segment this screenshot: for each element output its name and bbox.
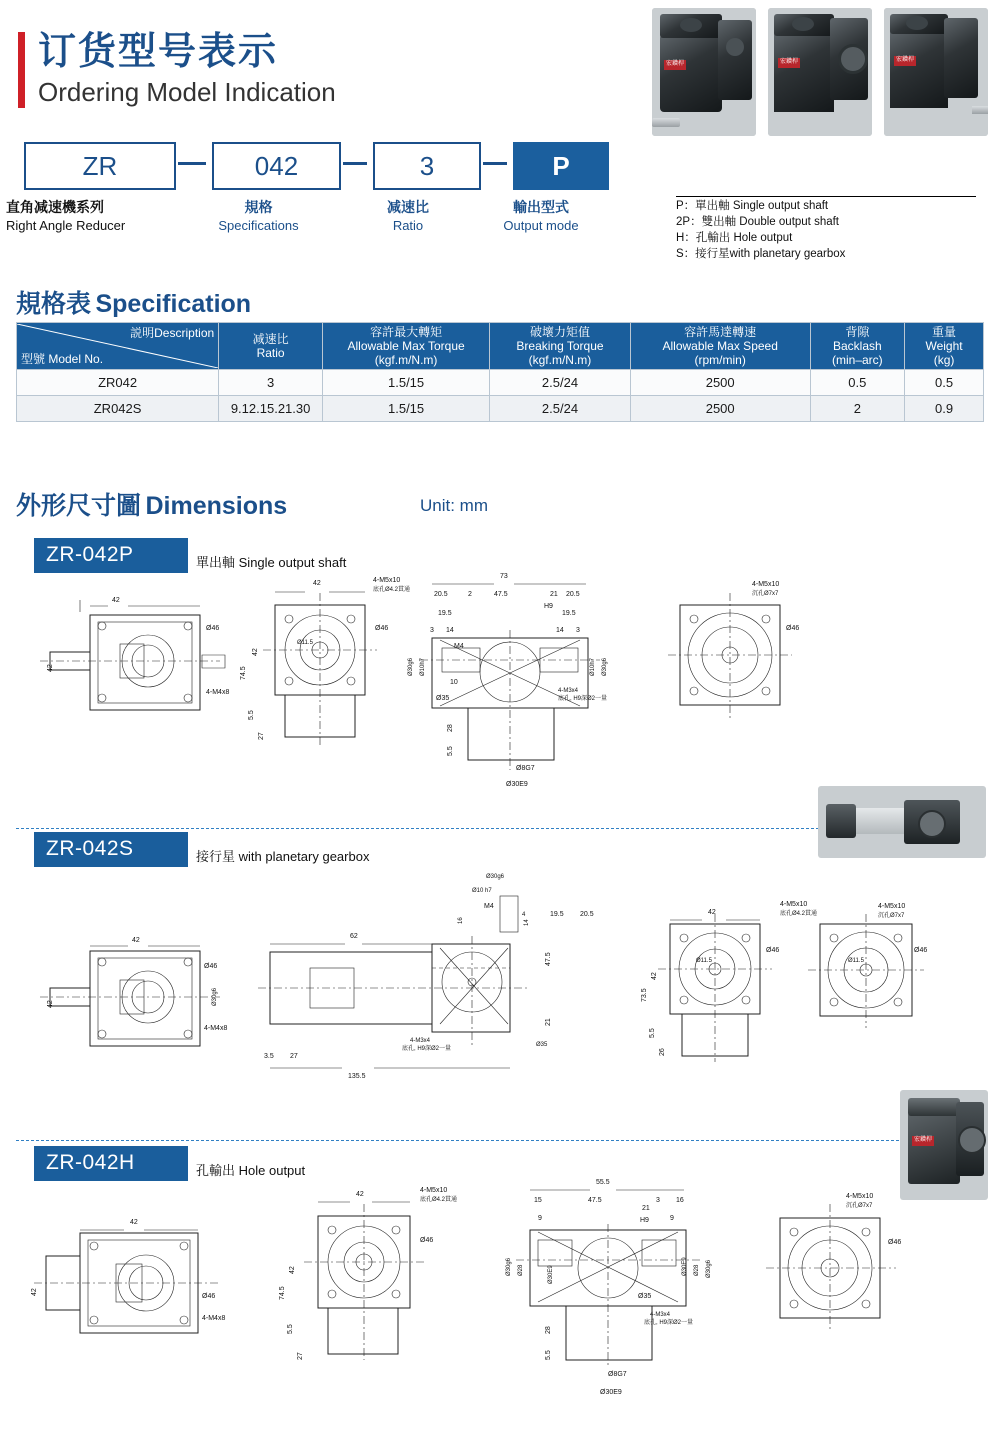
svg-text:Ø46: Ø46 (888, 1239, 902, 1246)
specification-heading-en: Specification (95, 290, 252, 318)
header-max-speed-unit: (rpm/min) (694, 353, 746, 367)
svg-text:21: 21 (545, 1018, 552, 1026)
cell-weight-zr042: 0.5 (905, 370, 984, 396)
svg-text:Ø46: Ø46 (206, 625, 220, 632)
svg-text:62: 62 (350, 933, 358, 940)
table-row (17, 396, 984, 422)
svg-text:Ø11.5: Ø11.5 (848, 958, 864, 964)
model-sub-zr042s-cn: 接行星 (196, 850, 236, 865)
svg-text:Ø46: Ø46 (202, 1293, 216, 1300)
svg-text:沉孔Ø7x7: 沉孔Ø7x7 (878, 913, 905, 919)
table-header-row (17, 323, 984, 370)
title-accent-bar (18, 32, 25, 108)
caption-spec-cn: 規格 (244, 200, 273, 216)
header-backlash-en: Backlash (832, 339, 882, 353)
svg-text:19.5: 19.5 (550, 911, 564, 918)
svg-text:15: 15 (534, 1197, 542, 1204)
svg-text:14: 14 (446, 627, 454, 634)
svg-text:135.5: 135.5 (348, 1073, 366, 1080)
svg-text:10: 10 (450, 679, 458, 686)
svg-text:4-M3x4: 4-M3x4 (410, 1038, 431, 1044)
dimensions-heading-en: Dimensions (145, 492, 288, 520)
svg-text:4-M5x10: 4-M5x10 (878, 903, 906, 910)
svg-text:Ø46: Ø46 (204, 963, 218, 970)
svg-text:Ø10h7: Ø10h7 (420, 657, 426, 676)
svg-text:19.5: 19.5 (438, 610, 452, 617)
svg-text:Ø11.5: Ø11.5 (297, 640, 313, 646)
model-sub-zr042h-en: Hole output (238, 1163, 306, 1178)
svg-text:73.5: 73.5 (641, 988, 648, 1002)
svg-text:5.5: 5.5 (649, 1028, 656, 1038)
table-row (17, 370, 984, 396)
svg-text:20.5: 20.5 (566, 591, 580, 598)
cell-torque-zr042: 1.5/15 (323, 370, 490, 396)
legend-item-p: P：單出軸 Single output shaft (676, 200, 829, 212)
svg-text:5.5: 5.5 (545, 1350, 552, 1360)
product-photo-hole-output: 宏鑽桿 (768, 8, 872, 136)
cell-ratio-zr042: 3 (219, 370, 323, 396)
svg-text:Ø8G7: Ø8G7 (608, 1371, 627, 1378)
svg-text:4-M5x10: 4-M5x10 (373, 577, 401, 584)
model-tag-zr042p: ZR-042P (34, 538, 188, 573)
model-dash-1 (178, 162, 206, 165)
svg-text:14: 14 (556, 627, 564, 634)
svg-text:4-M4x8: 4-M4x8 (202, 1315, 226, 1322)
caption-output (478, 200, 604, 234)
model-sub-zr042s-en: with planetary gearbox (238, 849, 370, 864)
cell-breaking-zr042s: 2.5/24 (490, 396, 631, 422)
svg-text:Ø46: Ø46 (786, 625, 800, 632)
svg-text:14: 14 (524, 919, 530, 926)
caption-output-en: Output mode (503, 218, 579, 233)
title-chinese: 订货型号表示 (38, 29, 279, 73)
svg-text:底孔, H9深Ø2一量: 底孔, H9深Ø2一量 (558, 696, 608, 702)
svg-text:Ø30g6: Ø30g6 (212, 987, 218, 1006)
svg-text:28: 28 (545, 1326, 552, 1334)
svg-text:5.5: 5.5 (287, 1324, 294, 1334)
svg-text:Ø30g6: Ø30g6 (602, 657, 608, 676)
svg-text:27: 27 (290, 1053, 298, 1060)
cell-breaking-zr042: 2.5/24 (490, 370, 631, 396)
svg-text:H9: H9 (544, 603, 553, 610)
header-ratio-cn: 减速比 (252, 332, 289, 346)
model-box-output: P (513, 142, 609, 190)
cell-weight-zr042s: 0.9 (905, 396, 984, 422)
svg-text:底孔Ø4.2貫通: 底孔Ø4.2貫通 (420, 1197, 458, 1203)
header-model-description (17, 323, 219, 370)
cell-backlash-zr042: 0.5 (810, 370, 905, 396)
svg-text:底孔Ø4.2貫通: 底孔Ø4.2貫通 (373, 587, 411, 593)
header-weight-cn: 重量 (932, 325, 957, 339)
svg-text:Ø10h7: Ø10h7 (590, 657, 596, 676)
svg-text:4-M3x4: 4-M3x4 (558, 688, 579, 694)
svg-text:42: 42 (47, 1000, 54, 1008)
svg-text:Ø46: Ø46 (914, 947, 928, 954)
legend-item-2p: 2P：雙出軸 Double output shaft (676, 216, 839, 228)
svg-text:42: 42 (708, 909, 716, 916)
header-breaking-torque-unit: (kgf.m/N.m) (528, 353, 592, 367)
legend-item-s: S：接行星with planetary gearbox (676, 248, 846, 260)
header-max-speed (630, 323, 810, 370)
section-divider-2 (16, 1140, 984, 1141)
svg-text:底孔, H9深Ø2一量: 底孔, H9深Ø2一量 (644, 1320, 694, 1326)
drawing-zr042p (20, 560, 810, 810)
product-photo-hole-output-2: 宏鑽桿 (900, 1090, 988, 1200)
product-photo-double-shaft: 宏鑽桿 (884, 8, 988, 136)
svg-text:4-M4x8: 4-M4x8 (206, 689, 230, 696)
svg-text:47.5: 47.5 (588, 1197, 602, 1204)
svg-text:Ø30g6: Ø30g6 (506, 1257, 512, 1276)
model-box-series: ZR (24, 142, 176, 190)
svg-text:4-M3x4: 4-M3x4 (650, 1312, 671, 1318)
cell-ratio-zr042s: 9.12.15.21.30 (219, 396, 323, 422)
svg-text:Ø28: Ø28 (694, 1264, 700, 1276)
legend-divider (676, 196, 976, 197)
svg-text:5.5: 5.5 (447, 746, 454, 756)
drawing-zr042h (20, 1168, 940, 1430)
title-english: Ordering Model Indication (38, 77, 336, 107)
svg-text:H9: H9 (640, 1217, 649, 1224)
svg-text:2: 2 (468, 591, 472, 598)
svg-text:5.5: 5.5 (248, 710, 255, 720)
svg-text:Ø35: Ø35 (536, 1042, 548, 1048)
svg-text:16: 16 (676, 1197, 684, 1204)
cell-backlash-zr042s: 2 (810, 396, 905, 422)
svg-text:Ø30E9: Ø30E9 (600, 1389, 622, 1396)
product-photo-single-shaft: 宏鑽桿 (652, 8, 756, 136)
svg-text:19.5: 19.5 (562, 610, 576, 617)
svg-text:Ø30g6: Ø30g6 (408, 657, 414, 676)
ordering-model-row (18, 142, 668, 194)
header-breaking-torque (490, 323, 631, 370)
header-max-speed-en: Allowable Max Speed (662, 339, 778, 353)
svg-text:55.5: 55.5 (596, 1179, 610, 1186)
svg-text:42: 42 (47, 664, 54, 672)
svg-text:42: 42 (313, 580, 321, 587)
caption-spec (196, 200, 321, 234)
header-backlash-cn: 背隙 (845, 325, 870, 339)
svg-text:27: 27 (258, 732, 265, 740)
model-sub-zr042p-cn: 單出軸 (196, 556, 236, 571)
product-photo-strip (652, 8, 988, 136)
svg-text:26: 26 (659, 1048, 666, 1056)
product-photo-planetary (818, 786, 986, 858)
svg-text:Ø30E9: Ø30E9 (548, 1265, 554, 1284)
model-sub-zr042h-cn: 孔輸出 (196, 1164, 236, 1179)
svg-text:21: 21 (642, 1205, 650, 1212)
header-max-torque (323, 323, 490, 370)
svg-text:4: 4 (522, 912, 526, 918)
header-ratio (219, 323, 323, 370)
cell-torque-zr042s: 1.5/15 (323, 396, 490, 422)
caption-ratio-en: Ratio (392, 218, 424, 233)
svg-text:Ø30E9: Ø30E9 (682, 1257, 688, 1276)
header-breaking-torque-cn: 破壞力矩值 (529, 325, 590, 339)
header-description-label: 説明Description (130, 326, 215, 340)
caption-ratio (352, 200, 464, 234)
svg-text:M4: M4 (484, 903, 494, 910)
caption-series-cn: 直角减速機系列 (6, 200, 104, 216)
header-backlash-unit: (min–arc) (832, 353, 883, 367)
caption-series (6, 200, 206, 234)
svg-text:4-M5x10: 4-M5x10 (752, 581, 780, 588)
legend-item-h: H：孔輸出 Hole output (676, 232, 793, 244)
svg-text:42: 42 (112, 597, 120, 604)
specification-table (16, 322, 984, 422)
header-weight-en: Weight (925, 339, 963, 353)
svg-text:3: 3 (656, 1197, 660, 1204)
svg-text:73: 73 (500, 573, 508, 580)
svg-text:Ø10 h7: Ø10 h7 (472, 888, 492, 894)
header-model-label: 型號 Model No. (21, 352, 104, 366)
svg-text:42: 42 (130, 1219, 138, 1226)
header-max-torque-unit: (kgf.m/N.m) (374, 353, 438, 367)
svg-text:底孔Ø4.2貫通: 底孔Ø4.2貫通 (780, 911, 818, 917)
svg-text:Ø35: Ø35 (436, 695, 450, 702)
model-box-spec: 042 (212, 142, 341, 190)
header-breaking-torque-en: Breaking Torque (516, 339, 604, 353)
svg-text:9: 9 (538, 1215, 542, 1222)
svg-text:4-M5x10: 4-M5x10 (420, 1187, 448, 1194)
header-ratio-en: Ratio (256, 346, 285, 360)
svg-text:42: 42 (132, 937, 140, 944)
dimensions-heading-cn: 外形尺寸圖 (16, 491, 142, 520)
output-mode-legend (676, 198, 845, 262)
svg-text:20.5: 20.5 (580, 911, 594, 918)
header-backlash (810, 323, 905, 370)
page-title (18, 28, 418, 108)
svg-text:28: 28 (447, 724, 454, 732)
header-max-torque-en: Allowable Max Torque (347, 339, 465, 353)
svg-text:Ø30E9: Ø30E9 (506, 781, 528, 788)
svg-text:4-M5x10: 4-M5x10 (780, 901, 808, 908)
svg-text:底孔, H9深Ø2一量: 底孔, H9深Ø2一量 (402, 1046, 452, 1052)
header-weight-unit: (kg) (933, 353, 955, 367)
svg-text:16: 16 (458, 917, 464, 924)
svg-text:42: 42 (651, 972, 658, 980)
svg-text:47.5: 47.5 (494, 591, 508, 598)
svg-text:74.5: 74.5 (240, 666, 247, 680)
svg-text:Ø11.5: Ø11.5 (696, 958, 712, 964)
svg-text:Ø28: Ø28 (518, 1264, 524, 1276)
specification-heading-cn: 規格表 (16, 289, 92, 318)
svg-text:沉孔Ø7x7: 沉孔Ø7x7 (752, 591, 779, 597)
model-tag-zr042s: ZR-042S (34, 832, 188, 867)
cell-model-zr042s: ZR042S (17, 396, 219, 422)
caption-series-en: Right Angle Reducer (6, 218, 126, 233)
svg-text:42: 42 (252, 648, 259, 656)
svg-text:Ø46: Ø46 (420, 1237, 434, 1244)
svg-text:4-M4x8: 4-M4x8 (204, 1025, 228, 1032)
svg-text:3: 3 (430, 627, 434, 634)
model-dash-2 (343, 162, 367, 165)
model-tag-zr042h: ZR-042H (34, 1146, 188, 1181)
svg-text:Ø46: Ø46 (375, 625, 389, 632)
svg-text:3: 3 (576, 627, 580, 634)
svg-text:4-M5x10: 4-M5x10 (846, 1193, 874, 1200)
drawing-zr042s (20, 856, 940, 1096)
caption-output-cn: 輸出型式 (513, 200, 569, 216)
header-max-torque-cn: 容許最大轉矩 (370, 325, 443, 339)
cell-speed-zr042: 2500 (630, 370, 810, 396)
dimensions-heading (16, 486, 287, 522)
cell-model-zr042: ZR042 (17, 370, 219, 396)
svg-text:27: 27 (297, 1352, 304, 1360)
model-box-ratio: 3 (373, 142, 481, 190)
svg-text:3.5: 3.5 (264, 1053, 274, 1060)
model-sub-zr042p-en: Single output shaft (238, 555, 347, 570)
cell-speed-zr042s: 2500 (630, 396, 810, 422)
svg-text:74.5: 74.5 (279, 1286, 286, 1300)
svg-text:9: 9 (670, 1215, 674, 1222)
svg-text:沉孔Ø7x7: 沉孔Ø7x7 (846, 1203, 873, 1209)
header-weight (905, 323, 984, 370)
svg-text:20.5: 20.5 (434, 591, 448, 598)
svg-text:Ø35: Ø35 (638, 1293, 652, 1300)
caption-ratio-cn: 减速比 (387, 200, 429, 216)
dimensions-unit: Unit: mm (420, 496, 488, 515)
svg-text:21: 21 (550, 591, 558, 598)
header-max-speed-cn: 容許馬達轉速 (684, 325, 757, 339)
svg-text:Ø30g6: Ø30g6 (486, 874, 505, 880)
specification-heading (16, 284, 251, 320)
svg-text:42: 42 (31, 1288, 38, 1296)
svg-text:42: 42 (356, 1191, 364, 1198)
svg-text:47.5: 47.5 (545, 952, 552, 966)
svg-text:Ø30g6: Ø30g6 (706, 1259, 712, 1278)
model-dash-3 (483, 162, 507, 165)
svg-text:Ø8G7: Ø8G7 (516, 765, 535, 772)
svg-text:42: 42 (289, 1266, 296, 1274)
caption-spec-en: Specifications (218, 218, 299, 233)
svg-text:M4: M4 (454, 643, 464, 650)
svg-text:Ø46: Ø46 (766, 947, 780, 954)
